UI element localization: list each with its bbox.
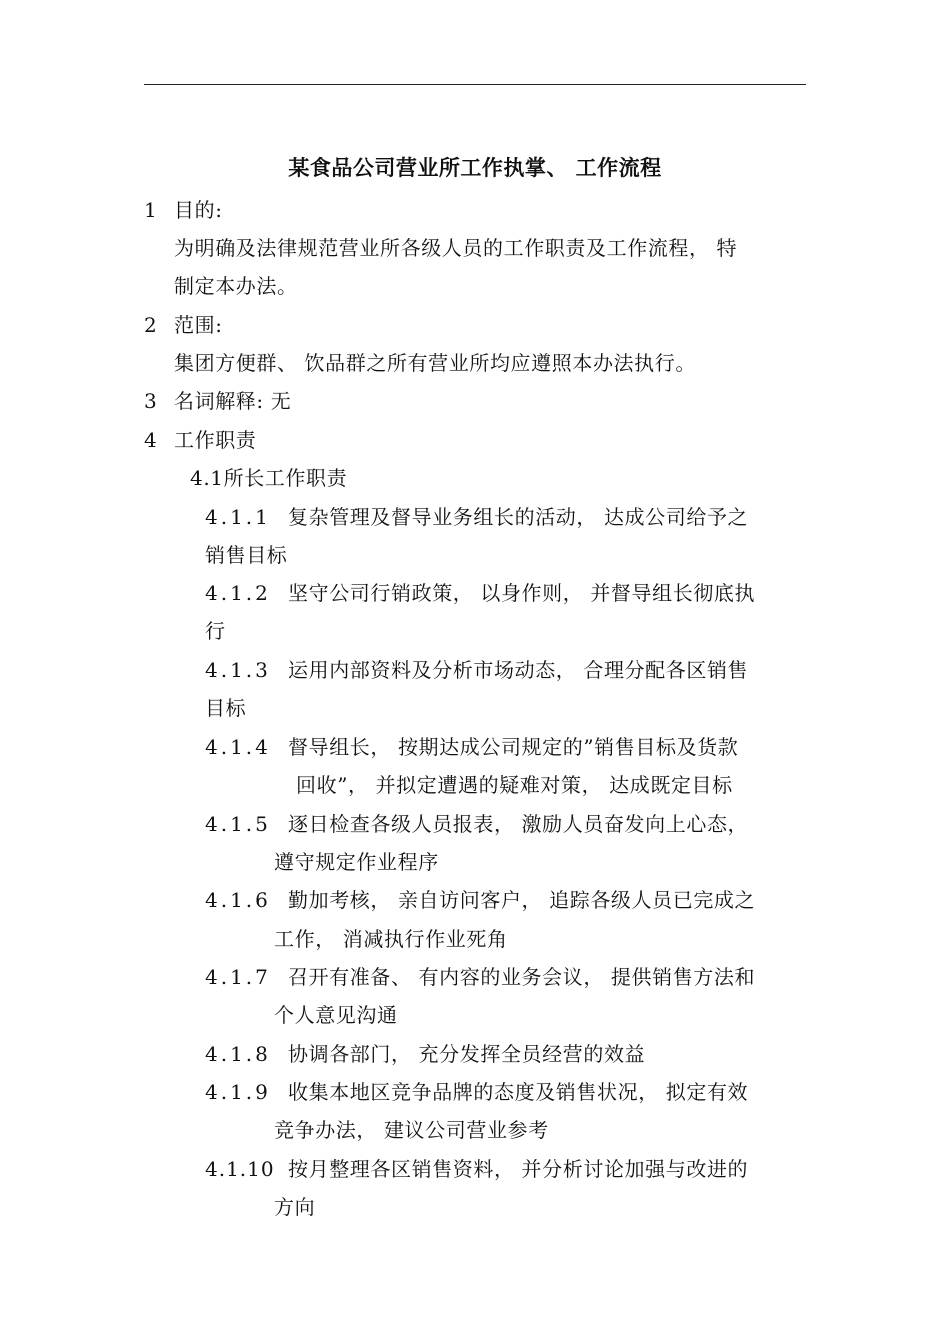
body-text: 为明确及法律规范营业所各级人员的工作职责及工作流程， 特 [174,236,738,260]
section-number: 3 [144,389,158,413]
item-text: 收集本地区竞争品牌的态度及销售状况， 拟定有效 [288,1080,749,1104]
item-number: 4.1.4 [205,735,271,759]
item-number: 4.1.1 [205,505,271,529]
item-text: 回收”， 并拟定遭遇的疑难对策， 达成既定目标 [296,773,733,797]
section-number: 2 [144,313,158,337]
item-text: 运用内部资料及分析市场动态， 合理分配各区销售 [288,658,749,682]
item-text: 坚守公司行销政策， 以身作则， 并督导组长彻底执 [288,581,756,605]
section-heading: 工作职责 [174,428,257,452]
item-number: 4.1.3 [205,658,271,682]
item-text: 召开有准备、 有内容的业务会议， 提供销售方法和 [288,965,756,989]
item-text: 复杂管理及督导业务组长的活动， 达成公司给予之 [288,505,749,529]
item-text: 勤加考核， 亲自访问客户， 追踪各级人员已完成之 [288,888,756,912]
body-text: 制定本办法。 [174,274,298,298]
item-number: 4.1.7 [205,965,271,989]
document-title: 某食品公司营业所工作执掌、 工作流程 [288,155,662,180]
item-number: 4.1.6 [205,888,271,912]
item-number: 4.1.8 [205,1042,271,1066]
item-text: 逐日检查各级人员报表， 激励人员奋发向上心态， [288,812,749,836]
section-heading: 范围: [174,313,223,337]
item-text: 个人意见沟通 [274,1003,398,1027]
item-number: 4.1.5 [205,812,271,836]
section-heading: 目的: [174,198,223,222]
item-number: 4.1.10 [205,1157,275,1181]
header-rule [144,84,806,85]
body-text: 集团方便群、 饮品群之所有营业所均应遵照本办法执行。 [174,351,696,375]
subsection-heading: 4.1所长工作职责 [190,466,348,490]
item-text: 工作， 消减执行作业死角 [274,927,508,951]
item-text: 遵守规定作业程序 [274,850,439,874]
item-number: 4.1.9 [205,1080,271,1104]
section-heading: 名词解释: 无 [174,389,292,413]
item-text: 方向 [274,1195,316,1219]
item-text: 目标 [205,696,247,720]
section-number: 4 [144,428,158,452]
item-text: 竞争办法， 建议公司营业参考 [274,1118,549,1142]
section-number: 1 [144,198,158,222]
item-text: 行 [205,619,226,643]
item-text: 督导组长， 按期达成公司规定的”销售目标及货款 [288,735,739,759]
item-text: 协调各部门， 充分发挥全员经营的效益 [288,1042,646,1066]
item-text: 按月整理各区销售资料， 并分析讨论加强与改进的 [288,1157,749,1181]
item-number: 4.1.2 [205,581,271,605]
item-text: 销售目标 [205,543,288,567]
